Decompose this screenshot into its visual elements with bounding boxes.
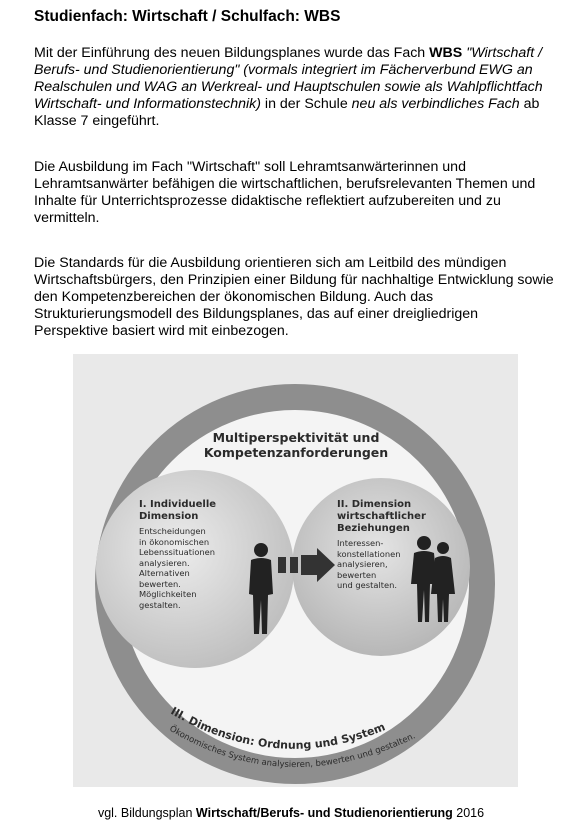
dimension-3-title: III. Dimension: Ordnung und System xyxy=(168,704,388,752)
p1-italic-1: "Wirtschaft / Berufs- und Studienorientierung" (vormals integriert im Fächerverbund EWG an Realschulen und WAG an Werkreal- und Hauptschulen sowie als Wahlpflichtfach Wirtschaft- und Informationstechnik) xyxy=(34,45,543,112)
standards-paragraph: Die Standards für die Ausbildung orientieren sich am Leitbild des mündigen Wirtschaftsbürgers, den Prinzipien einer Bildung für nachhaltige Entwicklung sowie den Kompetenzbereichen der ökonomischen Bildung. Auch das Strukturierungsmodell des Bildungsplanes, das auf einer dreigliedrigen Perspektive basiert wird mit einbezogen. xyxy=(34,255,554,339)
dimension-1-title: I. Individuelle Dimension xyxy=(139,499,217,522)
p1-text-1: Mit der Einführung des neuen Bildungsplanes wurde das Fach xyxy=(34,45,430,61)
p1-text-3: ab Klasse 7 eingeführt. xyxy=(34,96,540,129)
p1-text-2: in der Schule xyxy=(260,96,352,112)
figure-caption: vgl. Bildungsplan Wirtschaft/Berufs- und Studienorientierung 2016 xyxy=(97,806,485,820)
p1-bold-wbs: WBS xyxy=(429,45,463,61)
training-paragraph: Die Ausbildung im Fach "Wirtschaft" soll Lehramtsanwärterinnen und Lehramtsanwärter befähigen die wirtschaftlichen, berufsrelevanten Themen und Inhalte für Unterrichtsprozesse didaktische reflektiert aufzubereiten und zu vermitteln. xyxy=(34,159,536,226)
dimension-1-body: Entscheidungen in ökonomischen Lebenssituationen analysieren. Alternativen bewerten. Möglichkeiten gestalten. xyxy=(139,526,216,610)
dimension-1-block xyxy=(139,499,234,610)
dimension-2-title: II. Dimension wirtschaftlicher Beziehungen xyxy=(337,499,426,534)
dimension-3-body: Ökonomisches System analysieren, bewerten und gestalten. xyxy=(167,724,417,771)
dimension-2-body: Interessen- konstellationen analysieren, bewerten und gestalten. xyxy=(337,538,401,590)
caption-bold: Wirtschaft/Berufs- und Studienorientierung xyxy=(195,806,453,820)
page-title: Studienfach: Wirtschaft / Schulfach: WBS xyxy=(34,8,341,25)
p1-italic-2: neu als verbindliches Fach xyxy=(351,96,520,112)
figure-heading: Multiperspektivität und Kompetenzanforderungen xyxy=(203,430,389,460)
dimension-2-block xyxy=(337,499,427,591)
intro-paragraph xyxy=(34,45,554,130)
curriculum-model-figure xyxy=(73,354,518,787)
